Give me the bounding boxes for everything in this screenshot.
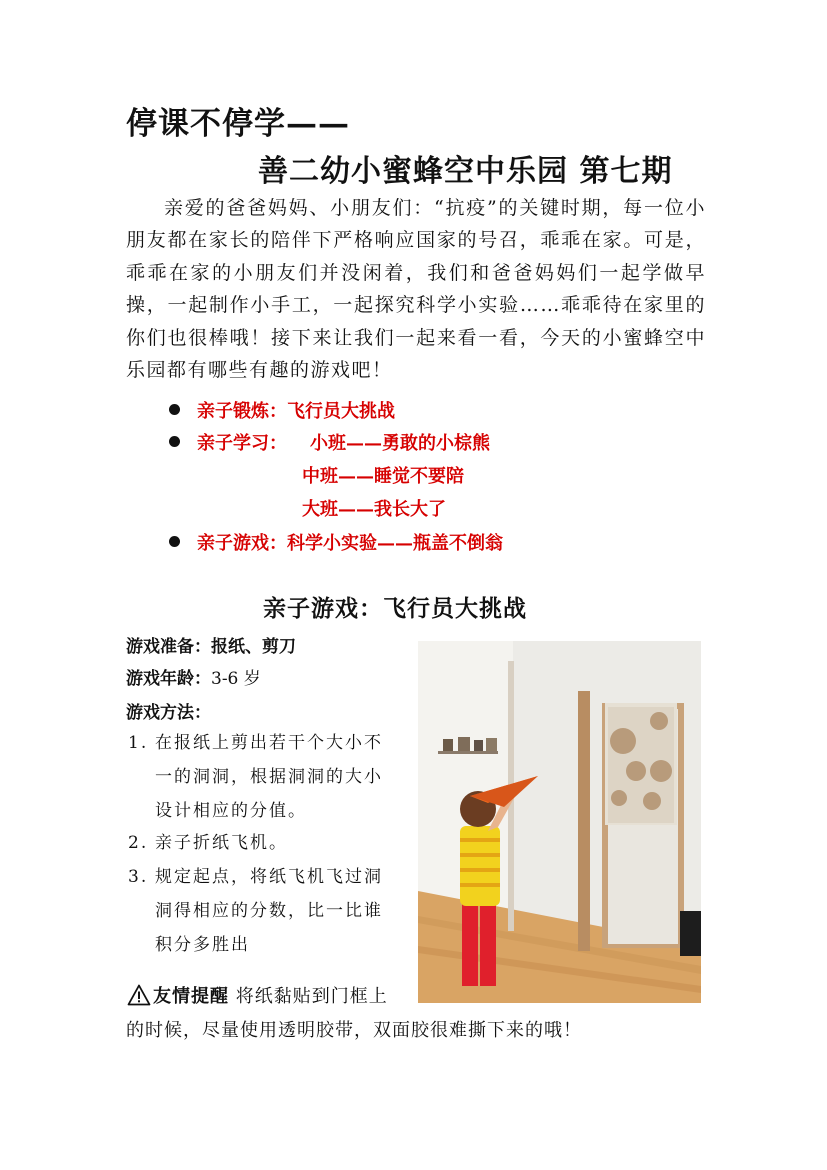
agenda-item-game: 亲子游戏：科学小实验——瓶盖不倒翁 (197, 533, 503, 554)
game-prep (126, 632, 296, 657)
game-age (126, 664, 261, 689)
bullet-dot-icon (169, 536, 180, 547)
game-prep-label: 游戏准备： (126, 637, 211, 657)
page-title-line2: 善二幼小蜜蜂空中乐园 第七期 (258, 154, 673, 189)
step-line: 在报纸上剪出若干个大小不 (155, 733, 383, 753)
step-number: 3. (128, 867, 149, 887)
agenda-item-exercise: 亲子锻炼：飞行员大挑战 (197, 401, 395, 422)
step-line: 积分多胜出 (155, 935, 250, 955)
step-line: 洞得相应的分数，比一比谁 (155, 901, 383, 921)
bullet-dot-icon (169, 404, 180, 415)
page-title-line1: 停课不停学—— (126, 106, 350, 142)
step-number: 2. (128, 833, 149, 853)
tip-line1: 将纸黏贴到门框上 (235, 986, 388, 1007)
game-method-label: 游戏方法： (126, 703, 211, 723)
step-line: 一的洞洞，根据洞洞的大小 (155, 767, 383, 787)
game-age-value: 3-6 岁 (211, 669, 261, 689)
game-age-label: 游戏年龄： (126, 669, 211, 689)
step-line: 设计相应的分值。 (155, 801, 307, 821)
agenda-item-learning-small: 小班——勇敢的小棕熊 (310, 433, 490, 454)
step-line: 规定起点，将纸飞机飞过洞 (155, 867, 383, 887)
tip-line2: 的时候，尽量使用透明胶带，双面胶很难撕下来的哦！ (126, 1020, 582, 1041)
tip-text (153, 982, 388, 1008)
game-prep-value: 报纸、剪刀 (211, 637, 296, 657)
child-paper-plane-photo (418, 641, 701, 1003)
warning-triangle-icon (127, 984, 151, 1006)
bullet-dot-icon (169, 436, 180, 447)
tip-label: 友情提醒 (153, 986, 229, 1007)
step-line: 亲子折纸飞机。 (155, 833, 288, 853)
agenda-item-learning-big: 大班——我长大了 (302, 499, 446, 520)
agenda-item-learning-middle: 中班——睡觉不要陪 (302, 466, 464, 487)
step-number: 1. (128, 733, 149, 753)
intro-paragraph: 亲爱的爸爸妈妈、小朋友们：“抗疫”的关键时期，每一位小朋友都在家长的陪伴下严格响应国家的号召，乖乖在家。可是，乖乖在家的小朋友们并没闲着，我们和爸爸妈妈们一起学做早操，一起制作小手工，一起探究科学小实验……乖乖待在家里的你们也很棒哦！接下来让我们一起来看一看，今天的小蜜蜂空中乐园都有哪些有趣的游戏吧！ (126, 197, 706, 382)
section-title: 亲子游戏：飞行员大挑战 (263, 595, 527, 622)
agenda-item-learning-label: 亲子学习： (197, 433, 287, 454)
